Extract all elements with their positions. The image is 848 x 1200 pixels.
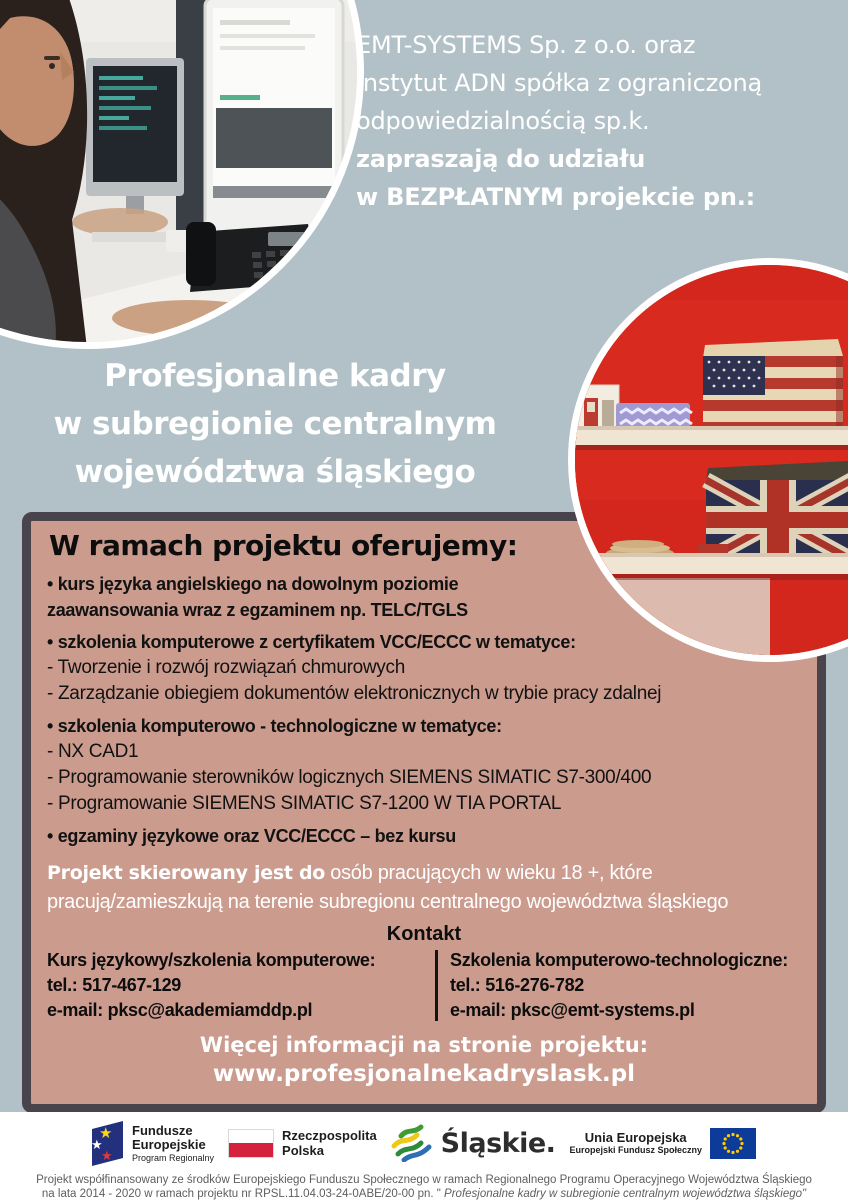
title-line: Profesjonalne kadry [104,358,446,394]
fundusze-europejskie-flag-icon [90,1120,124,1166]
logo-fundusze-europejskie [90,1120,214,1166]
contact-right-email: e-mail: pksc@emt-systems.pl [450,1000,695,1020]
offer-item: - Tworzenie i rozwój rozwiązań chmurowych [47,657,405,678]
intro-line: EMT-SYSTEMS Sp. z o.o. oraz [356,31,696,59]
audience-rest: osób pracujących w wieku 18 +, które pracują/zamieszkują na terenie subregionu centralnego województwa śląskiego [47,862,729,913]
contact-divider [435,950,438,1021]
intro-line: odpowiedzialnością sp.k. [356,107,650,135]
offer-item: zaawansowania wraz z egzaminem np. TELC/TGLS [47,600,468,620]
fe-logo-line: Fundusze [132,1122,193,1138]
offer-heading: W ramach projektu oferujemy: [49,529,518,562]
offer-item: - Programowanie SIEMENS SIMATIC S7-1200 W TIA PORTAL [47,793,562,814]
pl-logo-line: Rzeczpospolita [282,1128,377,1143]
intro-line-bold: zapraszają do udziału [356,145,646,173]
intro-text-block [356,26,826,216]
offer-item: • szkolenia komputerowe z certyfikatem VCC/ECCC w tematyce: [47,632,576,652]
contact-left-column [47,948,433,1023]
more-info-label: Więcej informacji na stronie projektu: [199,1033,649,1057]
eu-logo-line: Unia Europejska [584,1130,687,1145]
contact-left-email: e-mail: pksc@akademiamddp.pl [47,1000,313,1020]
offer-item: • egzaminy językowe oraz VCC/ECCC – bez kursu [47,826,456,846]
logo-row [0,1112,848,1169]
poland-flag-icon [228,1129,274,1158]
contact-columns [47,948,801,1023]
fe-logo-line: Europejskie [132,1136,206,1152]
office-photo-illustration [0,0,357,342]
eu-flag-icon [710,1128,756,1159]
svg-text:★: ★ [91,1138,103,1153]
contact-right-phone: tel.: 516-276-782 [450,975,584,995]
logo-unia-europejska [569,1128,756,1159]
slaskie-waves-icon [391,1124,433,1162]
office-photo-circle [0,0,364,349]
slaskie-label: Śląskie. [440,1127,556,1159]
fineprint-line2-prefix: na lata 2014 - 2020 w ramach projektu nr RPSL.11.04.03-24-0ABE/20-00 pn. " [41,1188,445,1200]
title-line: województwa śląskiego [74,454,476,490]
contact-right-title: Szkolenia komputerowo-technologiczne: [450,950,788,970]
audience-paragraph [47,859,801,917]
footer [0,1112,848,1200]
contact-left-title: Kurs językowy/szkolenia komputerowe: [47,950,376,970]
fineprint-line2-project-title: Profesjonalne kadry w subregionie centralnym województwa śląskiego" [444,1188,807,1200]
fineprint-line1: Projekt współfinansowany ze środków Europejskiego Funduszu Społecznego w ramach Regionalnego Programu Operacyjnego Województwa Śląskiego [36,1174,812,1186]
intro-line-bold: w BEZPŁATNYM projekcie pn.: [356,183,756,211]
more-info-block [47,1031,801,1089]
offer-item: - Programowanie sterowników logicznych SIEMENS SIMATIC S7-300/400 [47,767,652,788]
audience-lead: Projekt skierowany jest do [47,862,326,884]
svg-text:★: ★ [99,1124,113,1142]
contact-right-column [450,948,788,1023]
logo-slaskie [391,1124,556,1162]
contact-heading: Kontakt [386,923,462,945]
title-line: w subregionie centralnym [53,406,497,442]
project-website-url: www.profesjonalnekadryslask.pl [212,1061,636,1087]
poster-title [28,352,522,496]
intro-line: Instytut ADN spółka z ograniczoną [356,69,762,97]
contact-left-phone: tel.: 517-467-129 [47,975,181,995]
cofinancing-fineprint [0,1173,848,1200]
svg-text:★: ★ [101,1149,113,1164]
eu-logo-subline: Europejski Fundusz Społeczny [569,1145,702,1155]
fe-logo-subline: Program Regionalny [132,1152,215,1163]
offer-item: • kurs języka angielskiego na dowolnym poziomie [47,574,459,594]
logo-rzeczpospolita-polska [228,1128,377,1158]
offer-item: - Zarządzanie obiegiem dokumentów elektronicznych w trybie pracy zdalnej [47,683,662,704]
offer-item: - NX CAD1 [47,741,139,762]
offer-item: • szkolenia komputerowo - technologiczne w tematyce: [47,716,502,736]
fineprint-line2 [0,1187,848,1200]
pl-logo-line: Polska [282,1143,324,1158]
